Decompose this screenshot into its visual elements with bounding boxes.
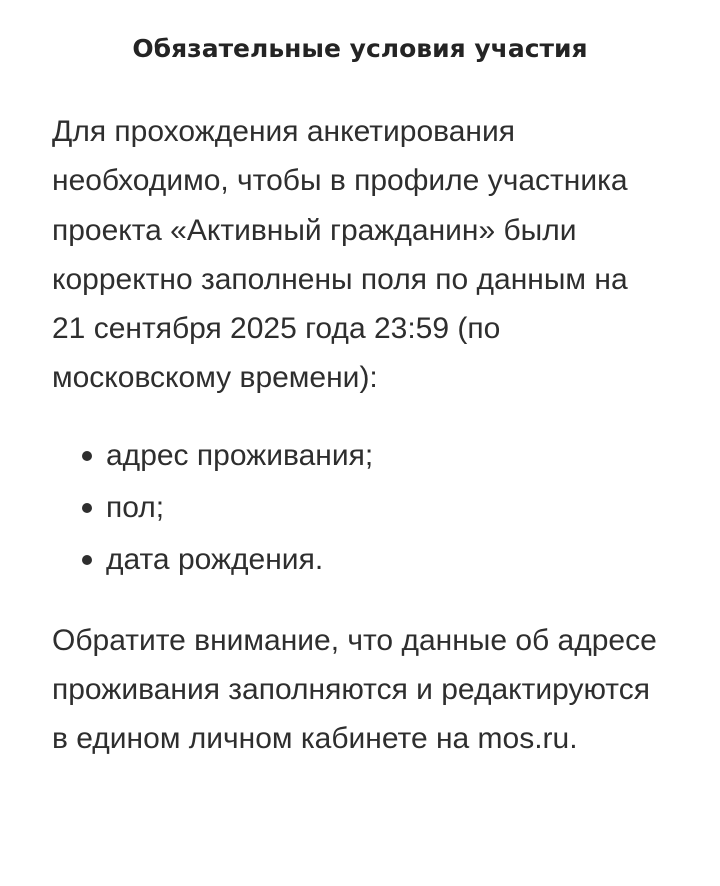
- list-item-birthdate: [52, 534, 668, 586]
- bullet-icon: [82, 503, 92, 513]
- list-item-gender: [52, 482, 668, 534]
- list-item-label: адрес проживания;: [106, 438, 374, 472]
- intro-paragraph: Для прохождения анкетирования необходимо, чтобы в профиле участника проекта «Активный гражданин» были корректно заполнены поля по данным на 21 сентября 2025 года 23:59 (по московскому времени):: [52, 115, 628, 395]
- list-item-address: [52, 430, 668, 482]
- list-item-label: дата рождения.: [106, 542, 324, 576]
- list-item-label: пол;: [106, 490, 165, 524]
- note-paragraph: Обратите внимание, что данные об адресе проживания заполняются и редактируются в едином личном кабинете на mos.ru.: [52, 623, 657, 756]
- page-title: Обязательные условия участия: [132, 34, 588, 63]
- bullet-icon: [82, 451, 92, 461]
- requirements-list: [52, 430, 668, 586]
- bullet-icon: [82, 555, 92, 565]
